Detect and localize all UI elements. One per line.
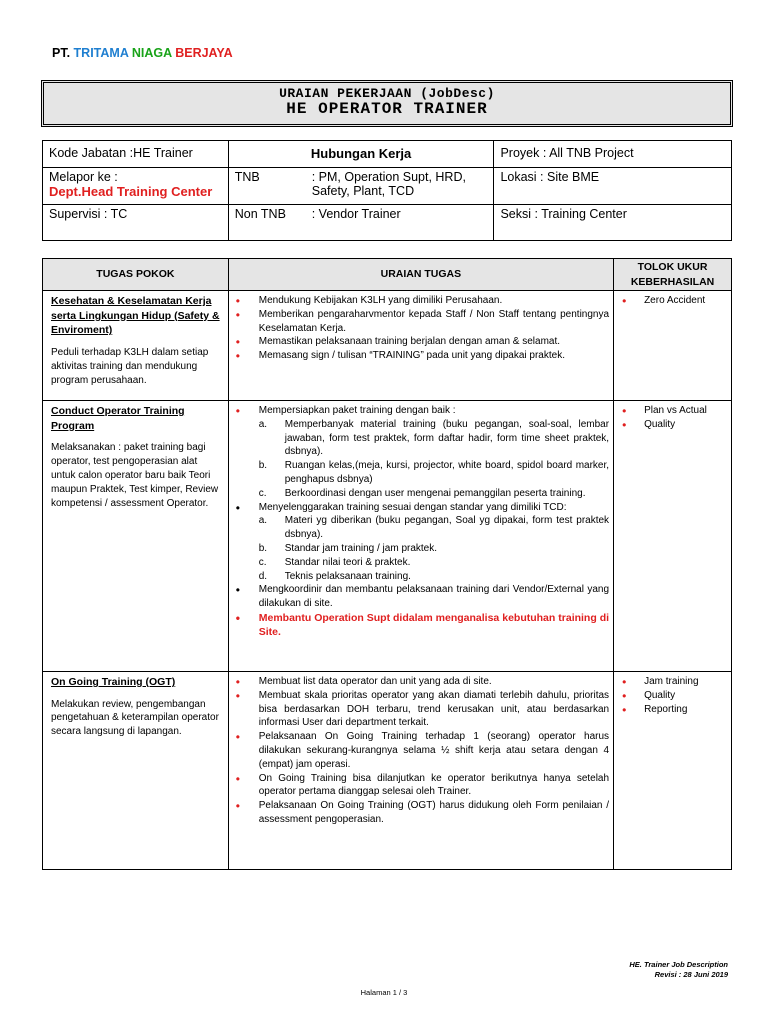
footer-doc-info (629, 960, 728, 980)
kpi-item: • Zero Accident (618, 294, 727, 308)
melapor-ke-label: Melapor ke : (49, 170, 118, 184)
task-description: Peduli terhadap K3LH dalam setiap aktivitas training dan mendukung program perusahaan. (51, 347, 209, 386)
document-title-box (41, 80, 733, 127)
list-item: • Membuat skala prioritas operator yang akan diamati terlebih dahulu, prioritas bisa berdasarkan DOH terbaru, trend kerusakan unit, atau berdasarkan informasi User dari department terkait. (233, 689, 609, 730)
table-row (43, 401, 732, 672)
list-item: • Mengkoordinir dan membantu pelaksanaan training dari Vendor/External yang dilakukan di site. (233, 583, 609, 611)
hubungan-kerja-heading: Hubungan Kerja (228, 141, 494, 168)
table-row (43, 672, 732, 870)
list-item (233, 501, 609, 584)
company-word-3: BERJAYA (175, 46, 233, 60)
proyek: Proyek : All TNB Project (494, 141, 732, 168)
tnb-value: : PM, Operation Supt, HRD, Safety, Plant, TCD (311, 170, 466, 198)
uraian-tugas-cell (228, 401, 613, 672)
tugas-pokok-cell (43, 672, 229, 870)
list-item (233, 404, 609, 501)
footer-revision: Revisi : 28 Juni 2019 (654, 969, 728, 979)
supervisi: Supervisi : TC (43, 205, 229, 241)
uraian-tugas-cell (228, 291, 613, 401)
company-name (52, 46, 233, 60)
uraian-tugas-cell (228, 672, 613, 870)
company-word-1: TRITAMA (73, 46, 129, 60)
list-item: • Membuat list data operator dan unit yang ada di site. (233, 675, 609, 689)
task-title: Kesehatan & Keselamatan Kerja serta Lingkungan Hidup (Safety & Enviroment) (51, 295, 220, 337)
list-item: • Mendukung Kebijakan K3LH yang dimiliki Perusahaan. (233, 294, 609, 308)
task-description: Melakukan review, pengembangan pengetahuan & keterampilan operator secara langsung di lapangan. (51, 698, 219, 738)
task-description: Melaksanakan : paket training bagi operator, test pengoperasian alat untuk calon operator baru baik Teori maupun Praktek, Test kimper, Review kompetensi / assessment Operator. (51, 442, 219, 509)
sub-item: c. Standar nilai teori & praktek. (258, 556, 411, 568)
sub-item: a. Materi yg diberikan (buku pegangan, Soal yg dipakai, form test praktek dsbnya). (258, 515, 610, 541)
sub-item: b. Standar jam training / jam praktek. (258, 542, 438, 554)
list-item: • Memastikan pelaksanaan training berjalan dengan aman & selamat. (233, 335, 609, 349)
kpi-item: • Quality (618, 418, 727, 432)
seksi: Seksi : Training Center (494, 205, 732, 241)
company-word-2: NIAGA (131, 46, 172, 60)
job-info-table (42, 140, 732, 241)
table-row (43, 291, 732, 401)
non-tnb-value: : Vendor Trainer (311, 207, 401, 221)
dept-head: Dept.Head Training Center (49, 184, 213, 199)
kpi-item: • Plan vs Actual (618, 404, 727, 418)
sub-item: d. Teknis pelaksanaan training. (258, 570, 411, 582)
tnb-label: TNB (234, 170, 260, 184)
footer-doc-name: HE. Trainer Job Description (629, 960, 728, 969)
tugas-pokok-cell (43, 401, 229, 672)
sub-item: c. Berkoordinasi dengan user mengenai pemanggilan peserta training. (258, 487, 586, 499)
tugas-pokok-cell (43, 291, 229, 401)
kpi-item: • Reporting (618, 703, 727, 717)
list-item: • On Going Training bisa dilanjutkan ke operator berikutnya hanya setelah operator pertama dianggap selesai oleh Trainer. (233, 772, 609, 800)
non-tnb-label: Non TNB (234, 207, 286, 221)
tnb-cell (228, 168, 494, 205)
lokasi: Lokasi : Site BME (494, 168, 732, 205)
header-tugas-pokok: TUGAS POKOK (43, 259, 229, 291)
sub-item: b. Ruangan kelas,(meja, kursi, projector, white board, spidol board marker, penghapus dsbnya) (258, 460, 610, 485)
page-number: Halaman 1 / 3 (360, 988, 408, 997)
non-tnb-cell (228, 205, 494, 241)
tolok-ukur-cell (614, 401, 732, 672)
kpi-item: • Jam training (618, 675, 727, 689)
document-title: HE OPERATOR TRAINER (286, 100, 488, 118)
list-item-text: Menyelenggarakan training sesuai dengan standar yang dimiliki TCD: (258, 501, 567, 513)
header-uraian-tugas: URAIAN TUGAS (228, 259, 613, 291)
list-item: • Pelaksanaan On Going Training terhadap 1 (seorang) operator harus dilakukan sekurang-kurangnya selama ½ shift kerja atau setara dengan 4 (empat) jam operasi. (233, 730, 609, 771)
kpi-item: • Quality (618, 689, 727, 703)
job-tasks-table (42, 258, 732, 870)
task-title: On Going Training (OGT) (51, 676, 176, 688)
list-item-highlight: • Membantu Operation Supt didalam menganalisa kebutuhan training di Site. (233, 611, 609, 640)
list-item: • Memberikan pengaraharvmentor kepada Staff / Non Staff tentang pentingnya Keselamatan Kerja. (233, 308, 609, 336)
list-item-text: Mempersiapkan paket training dengan baik : (258, 405, 456, 416)
document-subtitle: URAIAN PEKERJAAN (JobDesc) (279, 86, 495, 101)
list-item: • Memasang sign / tulisan “TRAINING” pada unit yang dipakai praktek. (233, 349, 609, 363)
task-title: Conduct Operator Training Program (51, 405, 185, 432)
header-tolok-ukur: TOLOK UKUR KEBERHASILAN (614, 259, 732, 291)
melapor-ke-cell (43, 168, 229, 205)
list-item: • Pelaksanaan On Going Training (OGT) harus didukung oleh Form penilaian / assessment pengoperasian. (233, 799, 609, 827)
tolok-ukur-cell (614, 291, 732, 401)
company-prefix: PT. (52, 46, 71, 60)
kode-jabatan: Kode Jabatan :HE Trainer (43, 141, 229, 168)
tolok-ukur-cell (614, 672, 732, 870)
sub-item: a. Memperbanyak material training (buku pegangan, soal-soal, lembar jawaban, form test praktek, form daftar hadir, form time sheet praktek, dsbnya). (258, 418, 610, 458)
